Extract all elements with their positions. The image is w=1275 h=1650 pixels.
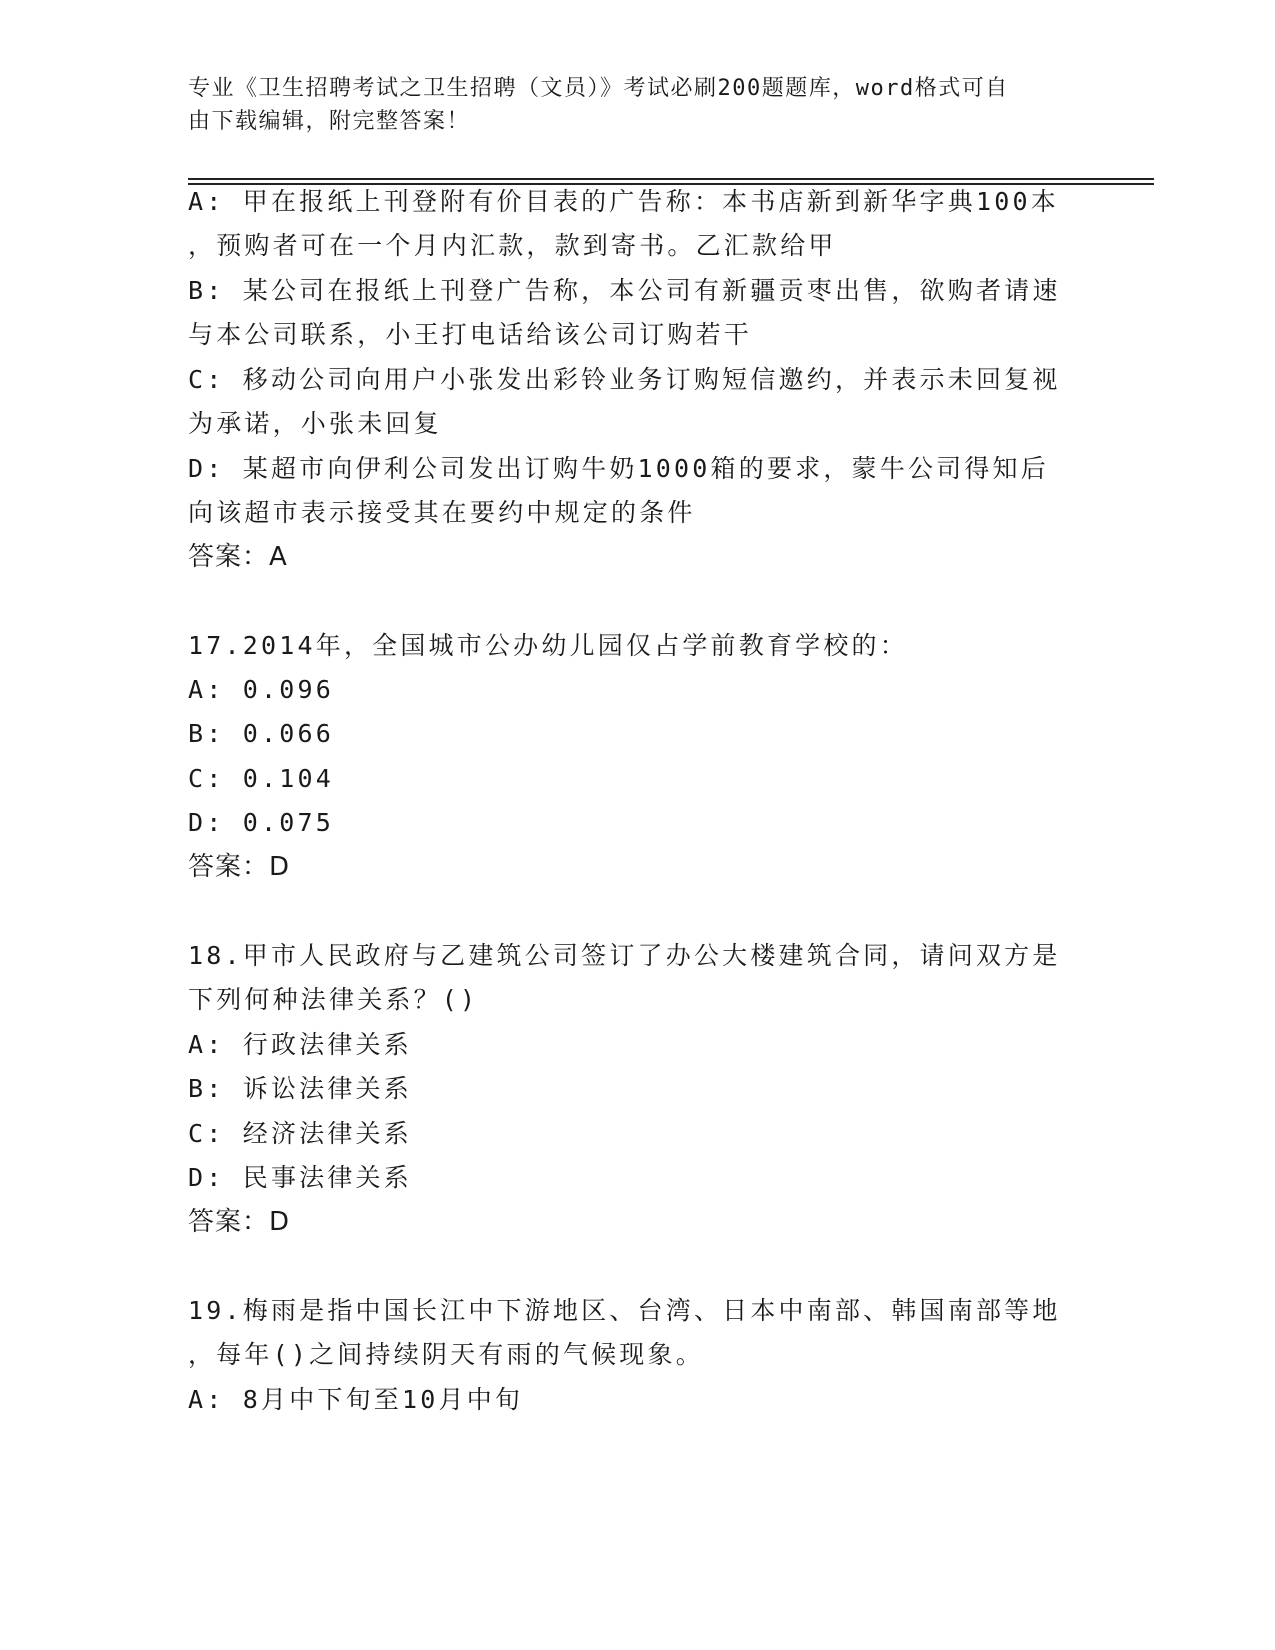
q16-option-a-line-1: A: 甲在报纸上刊登附有价目表的广告称：本书店新到新华字典100本 — [188, 187, 1059, 216]
q17-option-c: C: 0.104 — [188, 764, 335, 793]
q17-option-b: B: 0.066 — [188, 719, 335, 748]
q16-option-b-line-1: B: 某公司在报纸上刊登广告称，本公司有新疆贡枣出售，欲购者请速 — [188, 276, 1061, 305]
q17-answer: 答案：D — [188, 852, 291, 882]
q18-stem-line-1: 18.甲市人民政府与乙建筑公司签订了办公大楼建筑合同，请问双方是 — [188, 941, 1061, 970]
header-line-2: 由下载编辑，附完整答案！ — [188, 109, 471, 134]
q16-option-c-line-1: C: 移动公司向用户小张发出彩铃业务订购短信邀约，并表示未回复视 — [188, 365, 1061, 394]
q16-option-b-line-2: 与本公司联系，小王打电话给该公司订购若干 — [188, 320, 753, 349]
q16-answer: 答案：A — [188, 542, 288, 572]
q19-stem-line-2: ，每年()之间持续阴天有雨的气候现象。 — [188, 1340, 704, 1369]
q16-option-d-line-2: 向该超市表示接受其在要约中规定的条件 — [188, 498, 696, 527]
q16-option-d-line-1: D: 某超市向伊利公司发出订购牛奶1000箱的要求，蒙牛公司得知后 — [188, 454, 1049, 483]
q18-option-d: D: 民事法律关系 — [188, 1163, 412, 1192]
q16-option-a-line-2: ，预购者可在一个月内汇款，款到寄书。乙汇款给甲 — [188, 231, 837, 260]
q19-option-a: A: 8月中下旬至10月中旬 — [188, 1385, 524, 1414]
q18-option-a: A: 行政法律关系 — [188, 1030, 412, 1059]
q18-option-b: B: 诉讼法律关系 — [188, 1074, 412, 1103]
q16-option-c-line-2: 为承诺，小张未回复 — [188, 409, 442, 438]
q17-option-a: A: 0.096 — [188, 675, 335, 704]
header-divider-top — [188, 178, 1154, 180]
q19-stem-line-1: 19.梅雨是指中国长江中下游地区、台湾、日本中南部、韩国南部等地 — [188, 1296, 1061, 1325]
q17-stem: 17.2014年，全国城市公办幼儿园仅占学前教育学校的： — [188, 631, 908, 660]
q18-stem-line-2: 下列何种法律关系？() — [188, 985, 479, 1014]
document-header — [188, 72, 1068, 138]
header-divider-bottom — [188, 183, 1154, 185]
q18-option-c: C: 经济法律关系 — [188, 1119, 412, 1148]
header-line-1: 专业《卫生招聘考试之卫生招聘（文员）》考试必刷200题题库，word格式可自 — [188, 76, 1009, 101]
q18-answer: 答案：D — [188, 1207, 291, 1237]
q17-option-d: D: 0.075 — [188, 808, 335, 837]
